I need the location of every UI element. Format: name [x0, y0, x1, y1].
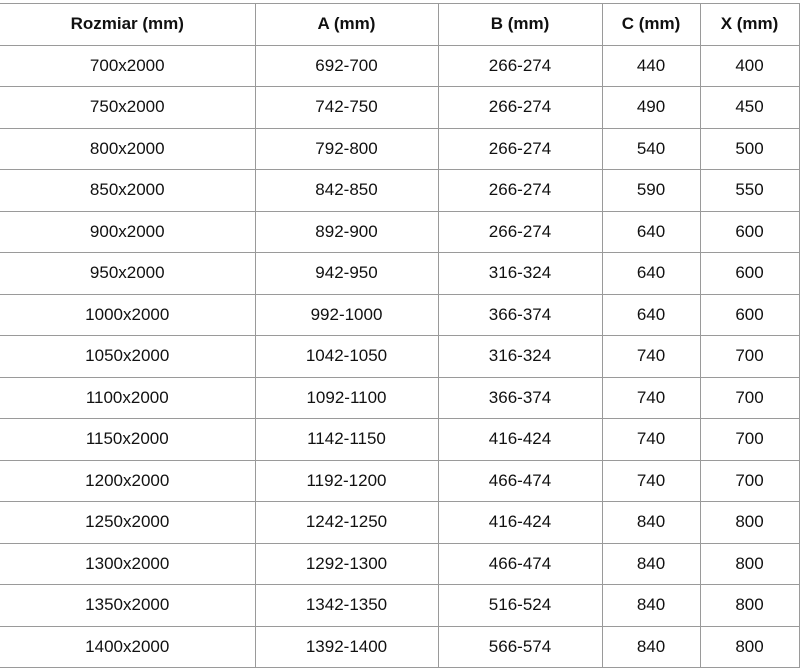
cell-x: 700	[700, 336, 799, 378]
cell-c: 590	[602, 170, 700, 212]
cell-size: 900x2000	[0, 211, 255, 253]
cell-x: 600	[700, 211, 799, 253]
cell-x: 550	[700, 170, 799, 212]
cell-size: 800x2000	[0, 128, 255, 170]
cell-size: 950x2000	[0, 253, 255, 295]
cell-a: 1142-1150	[255, 419, 438, 461]
table-row	[0, 253, 799, 295]
cell-b: 366-374	[438, 377, 602, 419]
cell-b: 466-474	[438, 543, 602, 585]
cell-c: 740	[602, 377, 700, 419]
cell-a: 892-900	[255, 211, 438, 253]
cell-x: 400	[700, 45, 799, 87]
cell-a: 742-750	[255, 87, 438, 129]
table-body	[0, 45, 799, 668]
cell-b: 416-424	[438, 419, 602, 461]
header-x: X (mm)	[700, 4, 799, 46]
cell-c: 490	[602, 87, 700, 129]
cell-a: 942-950	[255, 253, 438, 295]
table-row	[0, 336, 799, 378]
cell-c: 640	[602, 253, 700, 295]
cell-x: 500	[700, 128, 799, 170]
cell-a: 1292-1300	[255, 543, 438, 585]
header-c: C (mm)	[602, 4, 700, 46]
cell-c: 740	[602, 419, 700, 461]
cell-b: 566-574	[438, 626, 602, 668]
cell-a: 792-800	[255, 128, 438, 170]
table-row	[0, 87, 799, 129]
cell-c: 840	[602, 543, 700, 585]
table-row	[0, 419, 799, 461]
cell-a: 1092-1100	[255, 377, 438, 419]
dimensions-table	[0, 3, 800, 668]
header-a: A (mm)	[255, 4, 438, 46]
cell-b: 516-524	[438, 585, 602, 627]
cell-x: 800	[700, 502, 799, 544]
cell-x: 600	[700, 253, 799, 295]
cell-size: 750x2000	[0, 87, 255, 129]
cell-b: 366-374	[438, 294, 602, 336]
table-row	[0, 128, 799, 170]
table-row	[0, 460, 799, 502]
cell-size: 1400x2000	[0, 626, 255, 668]
cell-c: 840	[602, 626, 700, 668]
header-size: Rozmiar (mm)	[0, 4, 255, 46]
cell-b: 466-474	[438, 460, 602, 502]
table-row	[0, 626, 799, 668]
table-header	[0, 4, 799, 46]
cell-x: 450	[700, 87, 799, 129]
cell-a: 1042-1050	[255, 336, 438, 378]
table-row	[0, 543, 799, 585]
cell-a: 1342-1350	[255, 585, 438, 627]
table-row	[0, 294, 799, 336]
cell-size: 1300x2000	[0, 543, 255, 585]
table-row	[0, 377, 799, 419]
table-row	[0, 585, 799, 627]
cell-a: 1192-1200	[255, 460, 438, 502]
cell-a: 992-1000	[255, 294, 438, 336]
cell-x: 700	[700, 460, 799, 502]
cell-size: 1000x2000	[0, 294, 255, 336]
cell-b: 266-274	[438, 211, 602, 253]
cell-c: 640	[602, 294, 700, 336]
cell-c: 840	[602, 585, 700, 627]
cell-size: 1200x2000	[0, 460, 255, 502]
cell-x: 700	[700, 377, 799, 419]
cell-x: 800	[700, 626, 799, 668]
table-row	[0, 45, 799, 87]
cell-size: 1100x2000	[0, 377, 255, 419]
cell-x: 700	[700, 419, 799, 461]
cell-c: 540	[602, 128, 700, 170]
cell-b: 316-324	[438, 336, 602, 378]
cell-size: 1250x2000	[0, 502, 255, 544]
table-row	[0, 170, 799, 212]
cell-c: 740	[602, 336, 700, 378]
cell-b: 316-324	[438, 253, 602, 295]
cell-x: 800	[700, 585, 799, 627]
cell-c: 440	[602, 45, 700, 87]
cell-size: 1050x2000	[0, 336, 255, 378]
cell-c: 740	[602, 460, 700, 502]
table-row	[0, 211, 799, 253]
cell-c: 840	[602, 502, 700, 544]
cell-b: 266-274	[438, 128, 602, 170]
cell-size: 850x2000	[0, 170, 255, 212]
cell-x: 600	[700, 294, 799, 336]
cell-a: 1392-1400	[255, 626, 438, 668]
cell-a: 1242-1250	[255, 502, 438, 544]
cell-size: 1350x2000	[0, 585, 255, 627]
cell-x: 800	[700, 543, 799, 585]
header-b: B (mm)	[438, 4, 602, 46]
cell-size: 700x2000	[0, 45, 255, 87]
table-row	[0, 502, 799, 544]
header-row	[0, 4, 799, 46]
cell-b: 266-274	[438, 170, 602, 212]
cell-size: 1150x2000	[0, 419, 255, 461]
cell-a: 842-850	[255, 170, 438, 212]
cell-b: 266-274	[438, 87, 602, 129]
cell-a: 692-700	[255, 45, 438, 87]
cell-c: 640	[602, 211, 700, 253]
cell-b: 416-424	[438, 502, 602, 544]
cell-b: 266-274	[438, 45, 602, 87]
